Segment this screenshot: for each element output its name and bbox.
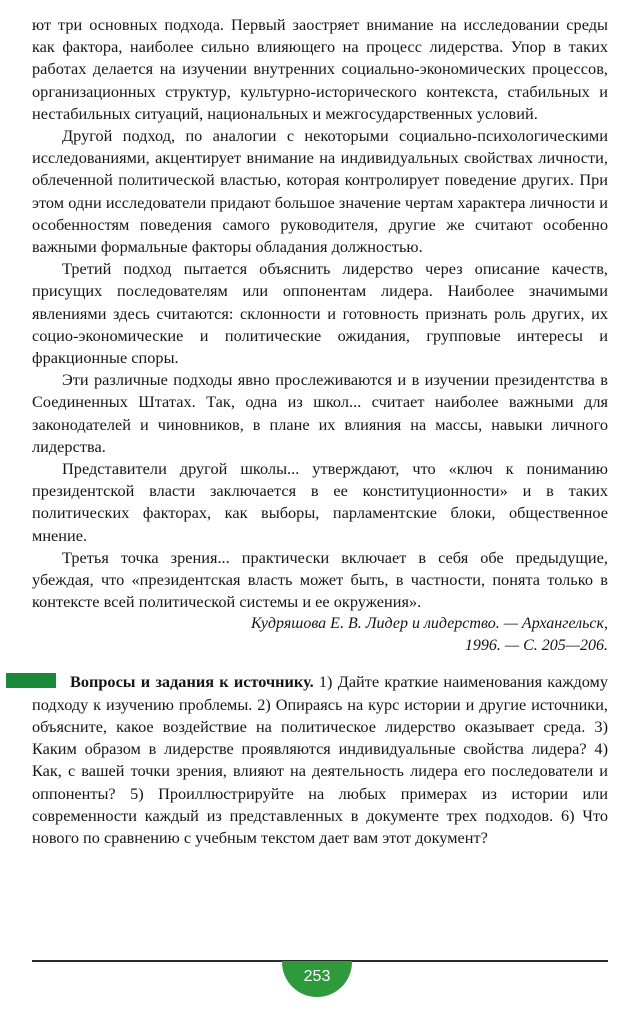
questions-block xyxy=(32,671,608,849)
page-number-badge xyxy=(282,961,352,997)
citation-line-2: 1996. — С. 205—206. xyxy=(464,637,608,655)
paragraph-1: ют три основных подхода. Первый заостряет внимание на исследовании среды как фактора, наиболее сильно влияющего на процесс лидерства. Упор в таких работах делается на изучении внутренних социально-экономических процессов, организационных структур, культурно-исторического контекста, стабильных и нестабильных ситуаций, национальных и межгосударственных условий. xyxy=(32,15,608,123)
paragraph-4: Эти различные подходы явно прослеживаются и в изучении президентства в Соединенных Штатах. Так, одна из школ... считает наиболее важными для законодателей и чиновников, в плане их влияния на массы, навыки личного лидерства. xyxy=(32,370,608,456)
questions-heading: Вопросы и задания к источнику. xyxy=(70,672,314,692)
paragraph-2: Другой подход, по аналогии с некоторыми социально-психологическими исследованиями, акцентирует внимание на индивидуальных свойствах личности, облеченной политической властью, которая контролирует поведение других. При этом одни исследователи придают большое значение чертам характера личности и особенностям поведения самого руководителя, другие же считают особенно важными формальные факторы обладания должностью. xyxy=(32,126,608,257)
paragraph-3: Третий подход пытается объяснить лидерство через описание качеств, присущих последователям или оппонентам лидера. Наиболее значимыми явлениями здесь считаются: склонности и готовность признать роль других, их социо-экономические и политические ожидания, групповые интересы и фракционные споры. xyxy=(32,259,608,368)
page-content xyxy=(32,14,608,865)
citation-line-1: Кудряшова Е. В. Лидер и лидерство. — Архангельск, xyxy=(250,615,608,633)
section-marker-bar xyxy=(6,673,56,688)
paragraph-6: Третья точка зрения... практически включает в себя обе предыдущие, убеждая, что «президентская власть может быть, в частности, понята только в контексте всей политической системы и ее окружения». xyxy=(32,547,608,612)
page-number: 253 xyxy=(303,968,331,985)
source-citation xyxy=(32,613,608,657)
paragraph-5: Представители другой школы... утверждают, что «ключ к пониманию президентской власти заключается в ее конституционности» и в таких политических факторах, как выборы, парламентские блоки, общественное мнение. xyxy=(32,459,608,545)
questions-text: 1) Дайте краткие наименования каждому подходу к изучению проблемы. 2) Опираясь на курс истории и другие источники, объясните, какое воздействие на политическое лидерство оказывает среда. 3) Каким образом в лидерстве проявляются индивидуальные свойства лидера? 4) Как, с вашей точки зрения, влияют на деятельность лидера его последователи и оппоненты? 5) Проиллюстрируйте на любых примерах из истории или современности каждый из представленных в документе трех подходов. 6) Что нового по сравнению с учебным текстом дает вам этот документ? xyxy=(32,672,608,847)
